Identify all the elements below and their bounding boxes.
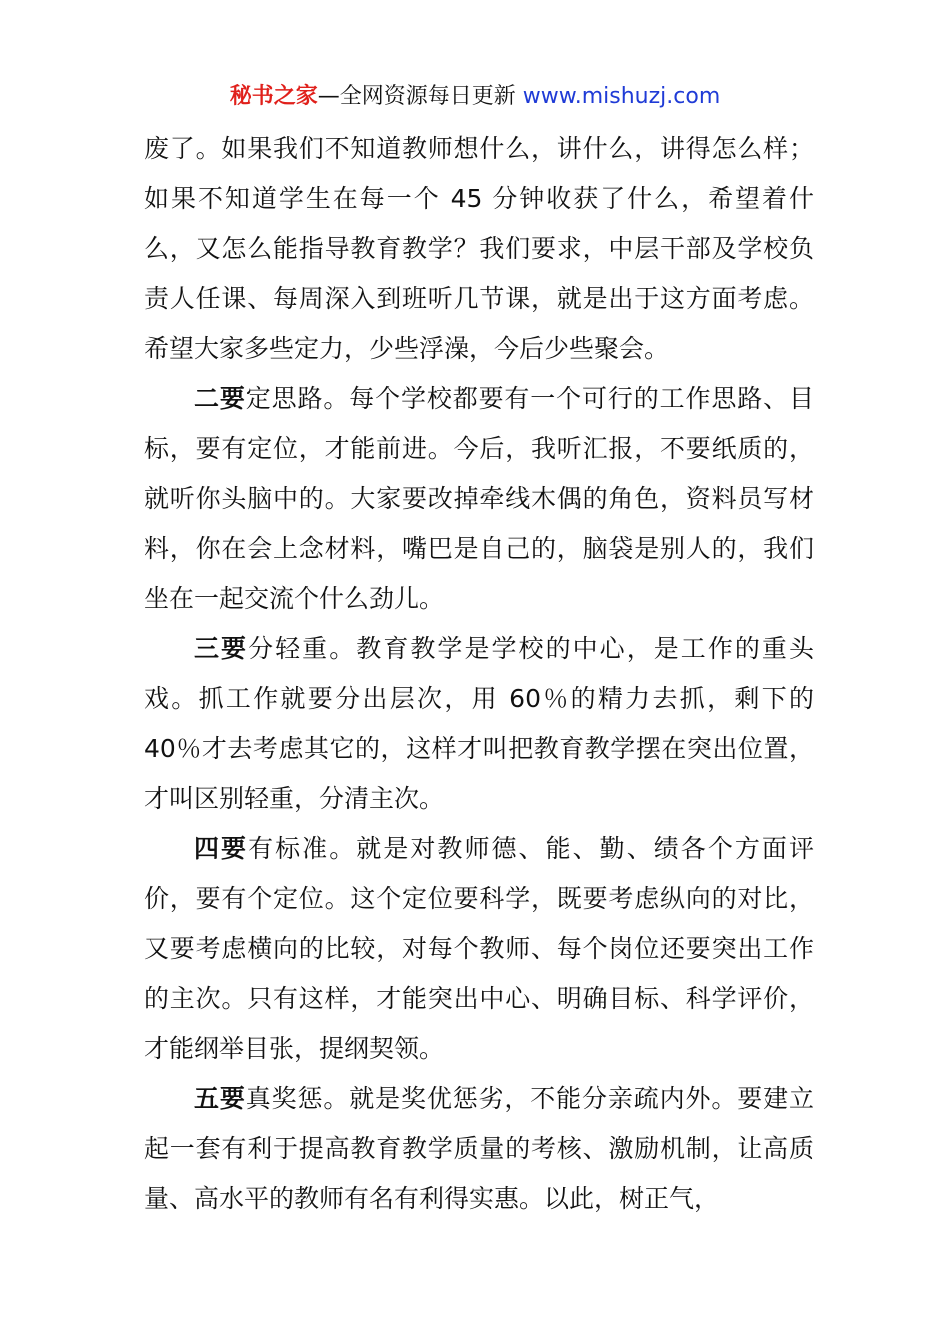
site-url-link[interactable]: www.mishuzj.com: [522, 84, 721, 109]
paragraph: [144, 824, 814, 1074]
paragraph-text: 废了。如果我们不知道教师想什么，讲什么，讲得怎么样；如果不知道学生在每一个 45 分钟收获了什么，希望着什么，又怎么能指导教育教学？我们要求，中层干部及学校负责人任课、每周深入到班听几节课，就是出于这方面考虑。希望大家多些定力，少些浮澡，今后少些聚会。: [144, 134, 814, 363]
page-header: [0, 80, 950, 114]
paragraph: [144, 1074, 814, 1224]
document-body: [144, 124, 814, 1224]
paragraph-text: 有标准。就是对教师德、能、勤、绩各个方面评价，要有个定位。这个定位要科学，既要考虑纵向的对比，又要考虑横向的比较，对每个教师、每个岗位还要突出工作的主次。只有这样，才能突出中心、明确目标、科学评价，才能纲举目张，提纲契领。: [144, 834, 814, 1063]
paragraph-lead: 五要: [194, 1084, 246, 1113]
paragraph-text: 定思路。每个学校都要有一个可行的工作思路、目标，要有定位，才能前进。今后，我听汇报，不要纸质的，就听你头脑中的。大家要改掉牵线木偶的角色，资料员写材料，你在会上念材料，嘴巴是自己的，脑袋是别人的，我们坐在一起交流个什么劲儿。: [144, 384, 814, 613]
paragraph-lead: 二要: [194, 384, 246, 413]
header-tagline: —全网资源每日更新: [317, 84, 523, 109]
paragraph: [144, 124, 814, 374]
paragraph-lead: 四要: [194, 834, 249, 863]
paragraph-text: 真奖惩。就是奖优惩劣，不能分亲疏内外。要建立起一套有利于提高教育教学质量的考核、激励机制，让高质量、高水平的教师有名有利得实惠。以此，树正气，: [144, 1084, 814, 1213]
paragraph-lead: 三要: [194, 634, 249, 663]
paragraph: [144, 624, 814, 824]
brand-name: 秘书之家: [229, 84, 318, 109]
paragraph-text: 分轻重。教育教学是学校的中心，是工作的重头戏。抓工作就要分出层次，用 60％的精力去抓，剩下的 40％才去考虑其它的，这样才叫把教育教学摆在突出位置，才叫区别轻重，分清主次。: [144, 634, 814, 813]
paragraph: [144, 374, 814, 624]
